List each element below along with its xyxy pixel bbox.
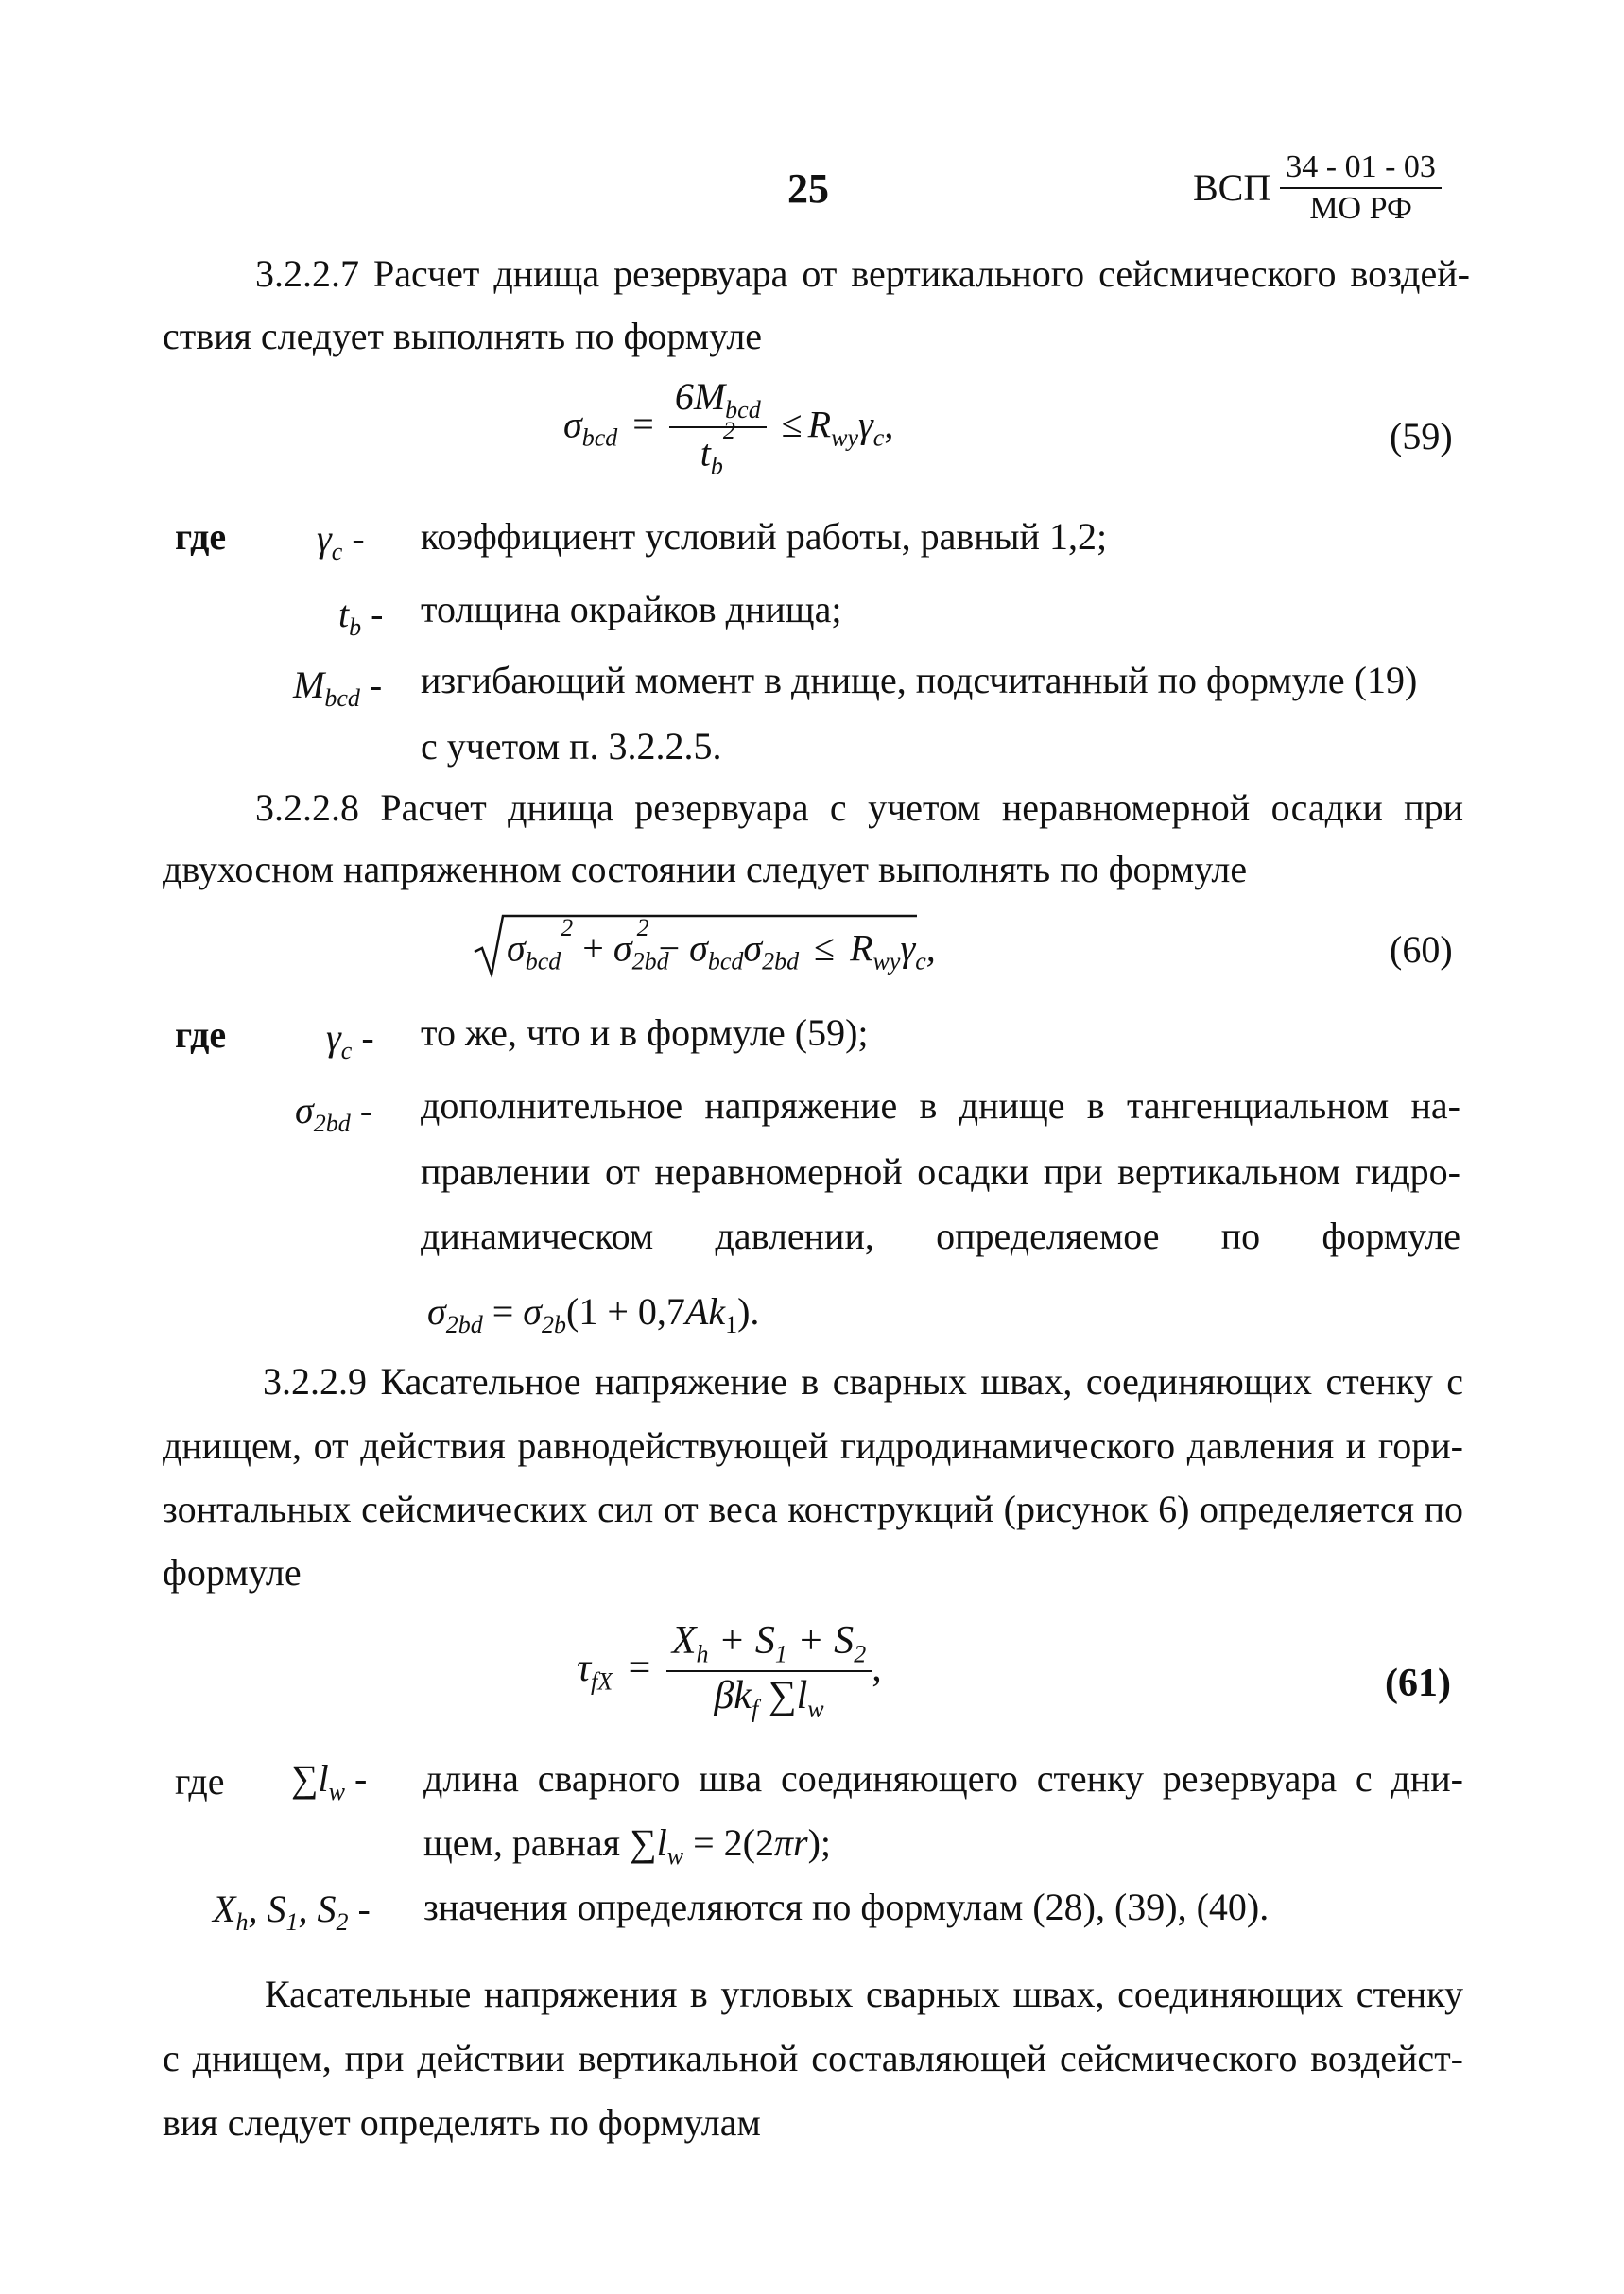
def-tb-text: толщина окрайков днища;: [421, 588, 842, 630]
closing-line3: вия следует определять по формулам: [163, 2101, 761, 2144]
def-mbcd-text2: с учетом п. 3.2.2.5.: [421, 725, 722, 768]
def-gamma-c-text-2: то же, что и в формуле (59);: [421, 1011, 869, 1054]
formula-61: $\tau_{fX}$ = $\frac{X_h + S_1 + S_2}{\beta k_f \sum l_w}$ ,: [577, 1619, 882, 1723]
def-xh-s1-s2-text: значения определяются по формулам (28), (39), (40).: [423, 1886, 1270, 1928]
def-tb-symbol: $t_b$ -: [338, 593, 384, 641]
def-mbcd-text: изгибающий момент в днище, подсчитанный по формуле (19): [421, 659, 1418, 701]
para-3-2-2-8-line1: 3.2.2.8 Расчет днища резервуара с учетом неравномерной осадки при: [255, 786, 1463, 829]
para-3-2-2-8-line2: двухосном напряженном состоянии следует выполнять по формуле: [163, 848, 1248, 890]
def-gamma-c-symbol: $\gamma_c$ -: [317, 517, 365, 565]
def-sigma2bd-text3: динамическом давлении, определяемое по формуле: [421, 1215, 1460, 1257]
para-3-2-2-9-line3: зонтальных сейсмических сил от веса конструкций (рисунок 6) определяется по: [163, 1488, 1463, 1530]
closing-line2: с днищем, при действии вертикальной составляющей сейсмического воздейст-: [163, 2037, 1463, 2079]
para-3-2-2-7-line2: ствия следует выполнять по формуле: [163, 315, 763, 357]
where-label-59: где: [175, 515, 227, 558]
doc-code-bottom: МО РФ: [1309, 191, 1412, 226]
def-sum-lw-text2: щем, равная: [423, 1821, 621, 1864]
where-label-60: где: [175, 1013, 227, 1056]
def-sum-lw-line2: щем, равная $\sum l_w = 2(2\pi r)$;: [423, 1821, 831, 1870]
doc-code-fraction: [1280, 151, 1442, 225]
def-sigma2bd-text2: правлении от неравномерной осадки при вертикальном гидро-: [421, 1150, 1460, 1193]
formula-sigma2bd: $\sigma_{2bd} = \sigma_{2b}(1 + 0,7Ak_1)$.: [427, 1290, 760, 1338]
para-3-2-2-7-line1: 3.2.2.7 Расчет днища резервуара от вертикального сейсмического воздей-: [255, 252, 1470, 295]
def-sum-lw-text: длина сварного шва соединяющего стенку резервуара с дни-: [423, 1757, 1463, 1800]
doc-code-top: 34 - 01 - 03: [1280, 151, 1442, 189]
eq-number-60: (60): [1390, 928, 1453, 971]
def-sum-lw-symbol: $\sum l_w$ -: [291, 1757, 368, 1805]
def-sigma2bd-text: дополнительное напряжение в днище в тангенциальном на-: [421, 1084, 1460, 1127]
closing-line1: Касательные напряжения в угловых сварных швах, соединяющих стенку: [265, 1973, 1463, 2015]
def-xh-s1-s2-symbol: $X_h$, $S_1$, $S_2$ -: [213, 1888, 371, 1936]
def-mbcd-symbol: $M_{bcd}$ -: [293, 664, 383, 712]
formula-59: $\sigma_{bcd}$ = $\frac{6M_{bcd}}{t_b^2}$ ≤ $R_{wy}\gamma_c$,: [563, 375, 894, 480]
para-3-2-2-9-line2: днищем, от действия равнодействующей гидродинамического давления и гори-: [163, 1424, 1463, 1467]
eq-number-59: (59): [1390, 415, 1453, 457]
doc-prefix: ВСП: [1193, 166, 1271, 209]
def-gamma-c-text: коэффициент условий работы, равный 1,2;: [421, 515, 1108, 558]
doc-code: [1193, 151, 1442, 225]
eq-number-61: (61): [1385, 1662, 1451, 1705]
def-sigma2bd-symbol: $\sigma_{2bd}$ -: [295, 1089, 373, 1137]
page-number: 25: [787, 165, 829, 212]
para-3-2-2-9-line1: 3.2.2.9 Касательное напряжение в сварных швах, соединяющих стенку с: [263, 1360, 1463, 1403]
where-label-61: где: [175, 1760, 225, 1802]
formula-60: $\sigma_{bcd}^2 + \sigma_{2bd}^2 - \sigma_{bcd}\sigma_{2bd} \le R_{wy}\gamma_c$,: [473, 912, 1059, 980]
def-gamma-c-symbol-2: $\gamma_c$ -: [326, 1016, 374, 1064]
para-3-2-2-9-line4: формуле: [163, 1551, 302, 1594]
